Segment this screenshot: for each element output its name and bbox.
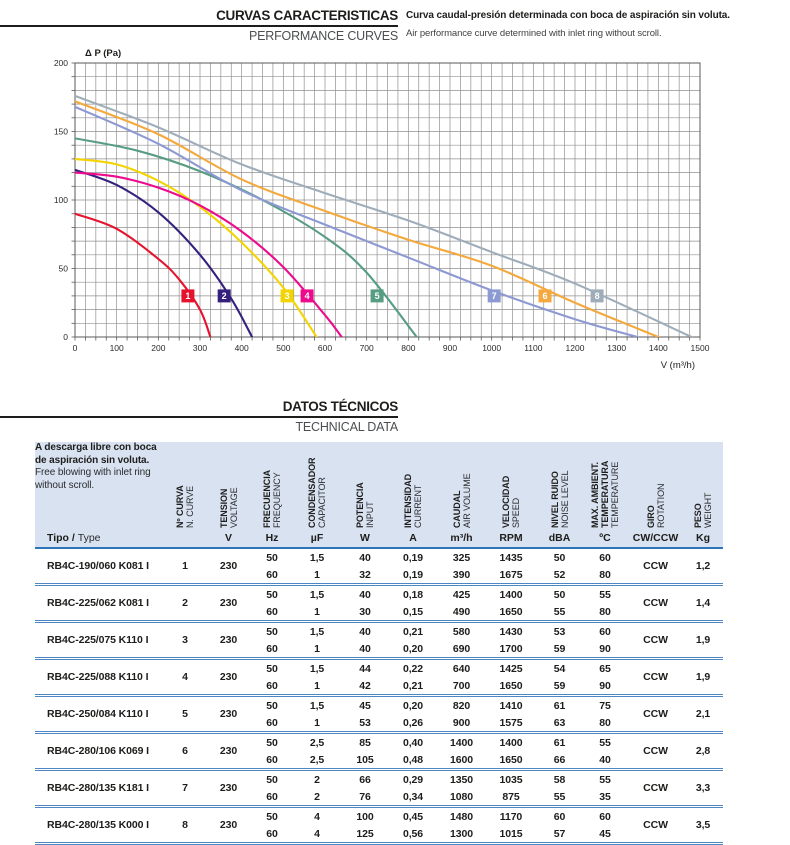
cell-voltage: 230 (205, 659, 252, 696)
svg-text:0: 0 (63, 332, 68, 342)
cell-voltage: 230 (219, 560, 238, 572)
cell-voltage: 230 (205, 807, 252, 843)
cell-m3h: 1400 (438, 733, 485, 752)
svg-text:700: 700 (359, 343, 374, 353)
cell-hz: 50 (252, 659, 292, 678)
cell-w: 30 (359, 605, 371, 618)
svg-text:0: 0 (72, 343, 78, 353)
cell-uf: 1,5 (292, 659, 342, 678)
cell-uf: 4 (314, 827, 320, 840)
unit-uf: µF (292, 528, 342, 548)
cell-rotation: CCW (628, 585, 683, 622)
cell-voltage: 230 (205, 585, 252, 622)
column-header-weight: PESO WEIGHT (693, 492, 713, 528)
cell-m3h: 1600 (450, 753, 473, 766)
curve-7-label (488, 289, 501, 302)
curve-2-label (218, 289, 231, 302)
cell-hz: 50 (252, 696, 292, 715)
note-es: A descarga libre con boca de aspiración sin voluta. (35, 442, 157, 466)
cell-a: 0,15 (402, 605, 424, 618)
curves-desc-en: Air performance curve determined with inlet ring without scroll. (406, 28, 662, 39)
cell-curve-number: 8 (165, 807, 205, 843)
cell-uf: 4 (292, 807, 342, 826)
cell-uf: 1 (314, 679, 320, 692)
cell-a: 0,21 (402, 679, 424, 692)
rotated-header-row (35, 442, 723, 528)
curves-title-en: PERFORMANCE CURVES (249, 29, 398, 43)
svg-text:150: 150 (53, 126, 68, 137)
cell-m3h: 690 (452, 642, 471, 655)
table-header-panel (35, 442, 723, 548)
unit-m3h: m³/h (438, 528, 485, 548)
svg-text:500: 500 (276, 343, 291, 353)
cell-hz: 60 (266, 568, 278, 581)
svg-text:5: 5 (374, 291, 380, 302)
cell-model: RB4C-280/135 K000 I (35, 807, 165, 843)
cell-rpm: 1430 (485, 622, 537, 641)
cell-model: RB4C-250/084 K110 I (35, 696, 165, 733)
cell-model: RB4C-225/088 K110 I (35, 659, 165, 696)
cell-weight: 3,5 (683, 807, 723, 843)
cell-voltage: 230 (205, 733, 252, 770)
cell-weight: 2,1 (683, 696, 723, 733)
cell-dba: 50 (553, 551, 566, 564)
cell-rpm: 1035 (485, 770, 537, 789)
column-header-uf: CONDENSADOR CAPACITOR (307, 457, 327, 528)
cell-temp: 80 (599, 568, 611, 581)
curve-8-label (591, 289, 604, 302)
cell-m3h: 390 (452, 568, 471, 581)
cell-w: 45 (342, 696, 388, 715)
column-header-curve: Nº CURVA N. CURVE (175, 485, 195, 528)
cell-hz: 50 (252, 585, 292, 604)
svg-text:6: 6 (542, 291, 548, 302)
table-row (35, 807, 723, 826)
cell-a: 0,29 (388, 770, 438, 789)
cell-a: 0,40 (388, 733, 438, 752)
cell-voltage: 230 (205, 770, 252, 807)
cell-a: 0,26 (402, 716, 424, 729)
svg-text:1: 1 (185, 291, 191, 302)
cell-m3h: 325 (452, 551, 471, 564)
cell-uf: 1 (314, 642, 320, 655)
unit-w: W (342, 528, 388, 548)
cell-curve-number: 3 (165, 622, 205, 659)
cell-dba: 61 (537, 696, 582, 715)
cell-temp: 55 (582, 770, 628, 789)
unit-temp: ºC (582, 528, 628, 548)
cell-a: 0,20 (402, 642, 424, 655)
cell-m3h: 700 (452, 679, 471, 692)
svg-text:1400: 1400 (648, 343, 668, 353)
cell-dba: 52 (553, 568, 566, 581)
cell-m3h: 640 (438, 659, 485, 678)
column-header-m3h: CAUDAL AIR VOLUME (451, 473, 472, 528)
cell-hz: 60 (266, 753, 278, 766)
svg-text:50: 50 (58, 263, 68, 274)
cell-voltage: 230 (205, 696, 252, 733)
performance-curves-chart (0, 45, 790, 377)
cell-weight: 1,9 (683, 659, 723, 696)
svg-text:900: 900 (442, 343, 458, 353)
cell-hz: 60 (266, 679, 278, 692)
table-row (35, 659, 723, 678)
unit-hz: Hz (252, 528, 292, 548)
svg-text:400: 400 (234, 343, 249, 353)
curve-1-path (75, 214, 210, 337)
curves-description-block (406, 8, 776, 39)
cell-weight: 1,2 (695, 560, 711, 572)
cell-temp: 75 (582, 696, 628, 715)
cell-m3h: 900 (452, 716, 471, 729)
cell-curve-number: 2 (165, 585, 205, 622)
table-row (35, 585, 723, 604)
cell-dba: 50 (537, 585, 582, 604)
cell-hz: 50 (252, 733, 292, 752)
cell-rpm: 1700 (499, 642, 523, 655)
cell-weight: 1,9 (683, 622, 723, 659)
cell-dba: 66 (553, 753, 566, 766)
svg-text:3: 3 (284, 291, 290, 302)
cell-w: 100 (342, 807, 388, 826)
x-axis-title: V (m³/h) (660, 360, 695, 371)
cell-uf: 2,5 (309, 753, 325, 766)
cell-rpm: 1575 (499, 716, 523, 729)
table-row (35, 622, 723, 641)
cell-w: 42 (359, 679, 371, 692)
cell-w: 40 (359, 642, 371, 655)
curve-4-label (301, 289, 314, 302)
cell-curve-number: 4 (165, 659, 205, 696)
cell-uf: 1 (314, 716, 320, 729)
svg-text:800: 800 (401, 343, 416, 353)
cell-a: 0,45 (388, 807, 438, 826)
tipo-label-es: Tipo / (47, 531, 75, 544)
curve-1-label (181, 289, 194, 302)
data-title-es: DATOS TÉCNICOS (0, 399, 398, 418)
cell-model: RB4C-190/060 K081 I (47, 560, 149, 572)
cell-rpm: 1400 (485, 733, 537, 752)
cell-uf: 1 (314, 568, 320, 581)
cell-model: RB4C-280/106 K069 I (35, 733, 165, 770)
cell-rotation: CCW (628, 659, 683, 696)
svg-text:200: 200 (53, 58, 68, 68)
technical-data-table (35, 442, 723, 842)
curves-desc-es: Curva caudal-presión determinada con boca de aspiración sin voluta. (406, 10, 730, 21)
cell-w: 76 (359, 790, 371, 803)
cell-rpm: 1675 (499, 568, 523, 581)
cell-temp: 80 (599, 716, 611, 729)
cell-rotation: CCW (628, 696, 683, 733)
cell-hz: 50 (252, 807, 292, 826)
cell-temp: 45 (599, 827, 611, 840)
curve-6-label (539, 289, 552, 302)
cell-dba: 55 (553, 605, 566, 618)
cell-hz: 60 (266, 790, 278, 803)
svg-text:200: 200 (151, 343, 166, 353)
svg-text:100: 100 (109, 343, 124, 353)
svg-text:7: 7 (491, 291, 497, 302)
cell-uf: 1,5 (292, 585, 342, 604)
column-header-a: INTENSIDAD CURRENT (403, 473, 423, 528)
cell-uf: 1 (314, 605, 320, 618)
curve-5-label (371, 289, 384, 302)
tipo-type-label (35, 528, 165, 548)
cell-a: 0,19 (402, 551, 424, 564)
cell-a: 0,22 (388, 659, 438, 678)
data-title-en: TECHNICAL DATA (295, 420, 398, 434)
unit-rotation: CW/CCW (628, 528, 683, 548)
svg-text:300: 300 (192, 343, 208, 353)
cell-hz: 60 (266, 827, 278, 840)
curves-title-es: CURVAS CARACTERISTICAS (0, 8, 398, 27)
cell-uf: 1,5 (292, 696, 342, 715)
cell-rpm: 1410 (485, 696, 537, 715)
column-header-voltage: TENSION VOLTAGE (218, 487, 239, 528)
data-title-block (0, 399, 398, 434)
cell-w: 40 (359, 551, 371, 564)
cell-a: 0,48 (402, 753, 424, 766)
curve-2-path (75, 170, 252, 337)
cell-rotation: CCW (628, 807, 683, 843)
cell-weight: 3,3 (683, 770, 723, 807)
column-header-rpm: VELOCIDAD SPEED (501, 475, 521, 528)
cell-a: 0,18 (388, 585, 438, 604)
cell-dba: 59 (553, 642, 566, 655)
curves-title-block (0, 8, 398, 43)
cell-hz: 50 (252, 622, 292, 641)
cell-model: RB4C-225/075 K110 I (35, 622, 165, 659)
table-row (35, 548, 723, 566)
curves-section-header (0, 0, 790, 43)
cell-model: RB4C-225/062 K081 I (35, 585, 165, 622)
cell-m3h: 1300 (450, 827, 473, 840)
unit-curve (165, 528, 205, 548)
curves-svg (0, 45, 740, 377)
data-section-header (0, 399, 790, 434)
column-header-w: POTENCIA INPUT (355, 482, 375, 528)
curve-3-label (281, 289, 294, 302)
cell-hz: 60 (266, 605, 278, 618)
cell-m3h: 490 (452, 605, 471, 618)
cell-curve-number: 7 (165, 770, 205, 807)
svg-text:600: 600 (317, 343, 333, 353)
cell-temp: 60 (599, 551, 611, 564)
svg-text:1000: 1000 (482, 343, 502, 353)
cell-rotation: CCW (628, 770, 683, 807)
cell-temp: 40 (599, 753, 611, 766)
cell-m3h: 1480 (438, 807, 485, 826)
cell-dba: 60 (537, 807, 582, 826)
free-blowing-note (35, 442, 165, 528)
cell-rpm: 875 (502, 790, 520, 803)
cell-rotation: CCW (643, 560, 668, 572)
tipo-label-en: Type (77, 531, 101, 544)
cell-m3h: 820 (438, 696, 485, 715)
cell-dba: 61 (537, 733, 582, 752)
table-body (35, 548, 723, 842)
cell-a: 0,56 (402, 827, 424, 840)
cell-temp: 90 (599, 642, 611, 655)
cell-w: 105 (356, 753, 374, 766)
cell-m3h: 425 (438, 585, 485, 604)
cell-uf: 2,5 (292, 733, 342, 752)
cell-rpm: 1435 (499, 551, 523, 564)
cell-temp: 60 (582, 622, 628, 641)
curve-3-path (75, 159, 317, 337)
svg-text:2: 2 (221, 291, 227, 302)
cell-temp: 90 (599, 679, 611, 692)
cell-rpm: 1650 (499, 679, 523, 692)
cell-curve-number: 6 (165, 733, 205, 770)
cell-a: 0,34 (402, 790, 424, 803)
cell-voltage: 230 (205, 622, 252, 659)
column-header-hz: FRECUENCIA FREQUENCY (262, 469, 282, 528)
svg-text:8: 8 (594, 291, 600, 302)
cell-w: 40 (342, 585, 388, 604)
unit-dba: dBA (537, 528, 582, 548)
unit-weight: Kg (683, 528, 723, 548)
column-header-dba: NIVEL RUIDO NOISE LEVEL (549, 470, 570, 528)
cell-a: 0,19 (402, 568, 424, 581)
cell-m3h: 580 (438, 622, 485, 641)
note-en: Free blowing with inlet ring without scroll. (35, 467, 151, 491)
cell-w: 125 (356, 827, 374, 840)
cell-uf: 1,5 (309, 551, 325, 564)
cell-temp: 60 (582, 807, 628, 826)
cell-w: 44 (342, 659, 388, 678)
y-axis-title: Δ P (Pa) (85, 48, 122, 59)
cell-model: RB4C-280/135 K181 I (35, 770, 165, 807)
column-header-temp: MAX. AMBIENT. TEMPERATURA TEMPERATURE (590, 460, 620, 528)
cell-m3h: 1350 (438, 770, 485, 789)
cell-dba: 53 (537, 622, 582, 641)
cell-uf: 1,5 (292, 622, 342, 641)
cell-w: 53 (359, 716, 371, 729)
cell-hz: 50 (252, 770, 292, 789)
unit-voltage: V (205, 528, 252, 548)
cell-w: 40 (342, 622, 388, 641)
cell-m3h: 1080 (450, 790, 473, 803)
cell-rpm: 1650 (499, 753, 523, 766)
table-row (35, 733, 723, 752)
svg-text:100: 100 (53, 195, 68, 205)
cell-temp: 55 (582, 733, 628, 752)
cell-a: 0,21 (388, 622, 438, 641)
table-row (35, 696, 723, 715)
cell-uf: 2 (314, 790, 320, 803)
cell-curve-number: 5 (165, 696, 205, 733)
cell-hz: 60 (266, 716, 278, 729)
cell-temp: 35 (599, 790, 611, 803)
cell-curve-number: 1 (182, 560, 188, 572)
cell-hz: 50 (266, 551, 278, 564)
column-header-rotation: GIRO ROTATION (645, 483, 666, 528)
cell-dba: 57 (553, 827, 566, 840)
table-row (35, 770, 723, 789)
cell-rotation: CCW (628, 622, 683, 659)
svg-text:4: 4 (304, 291, 310, 302)
unit-a: A (388, 528, 438, 548)
cell-hz: 60 (266, 642, 278, 655)
units-row (35, 528, 723, 548)
svg-text:1300: 1300 (607, 343, 627, 353)
cell-dba: 63 (553, 716, 566, 729)
cell-w: 85 (342, 733, 388, 752)
data-header-spacer (406, 399, 776, 401)
cell-temp: 55 (582, 585, 628, 604)
cell-rpm: 1015 (499, 827, 523, 840)
cell-w: 32 (359, 568, 371, 581)
cell-weight: 2,8 (683, 733, 723, 770)
cell-dba: 59 (553, 679, 566, 692)
unit-rpm: RPM (485, 528, 537, 548)
cell-dba: 58 (537, 770, 582, 789)
svg-text:1500: 1500 (690, 343, 710, 353)
cell-uf: 2 (292, 770, 342, 789)
svg-text:1200: 1200 (565, 343, 585, 353)
cell-rpm: 1170 (485, 807, 537, 826)
cell-a: 0,20 (388, 696, 438, 715)
cell-dba: 54 (537, 659, 582, 678)
cell-dba: 55 (553, 790, 566, 803)
cell-rpm: 1400 (485, 585, 537, 604)
cell-temp: 65 (582, 659, 628, 678)
svg-text:1100: 1100 (524, 343, 543, 353)
cell-rotation: CCW (628, 733, 683, 770)
cell-rpm: 1650 (499, 605, 523, 618)
cell-rpm: 1425 (485, 659, 537, 678)
cell-temp: 80 (599, 605, 611, 618)
cell-w: 66 (342, 770, 388, 789)
cell-weight: 1,4 (683, 585, 723, 622)
